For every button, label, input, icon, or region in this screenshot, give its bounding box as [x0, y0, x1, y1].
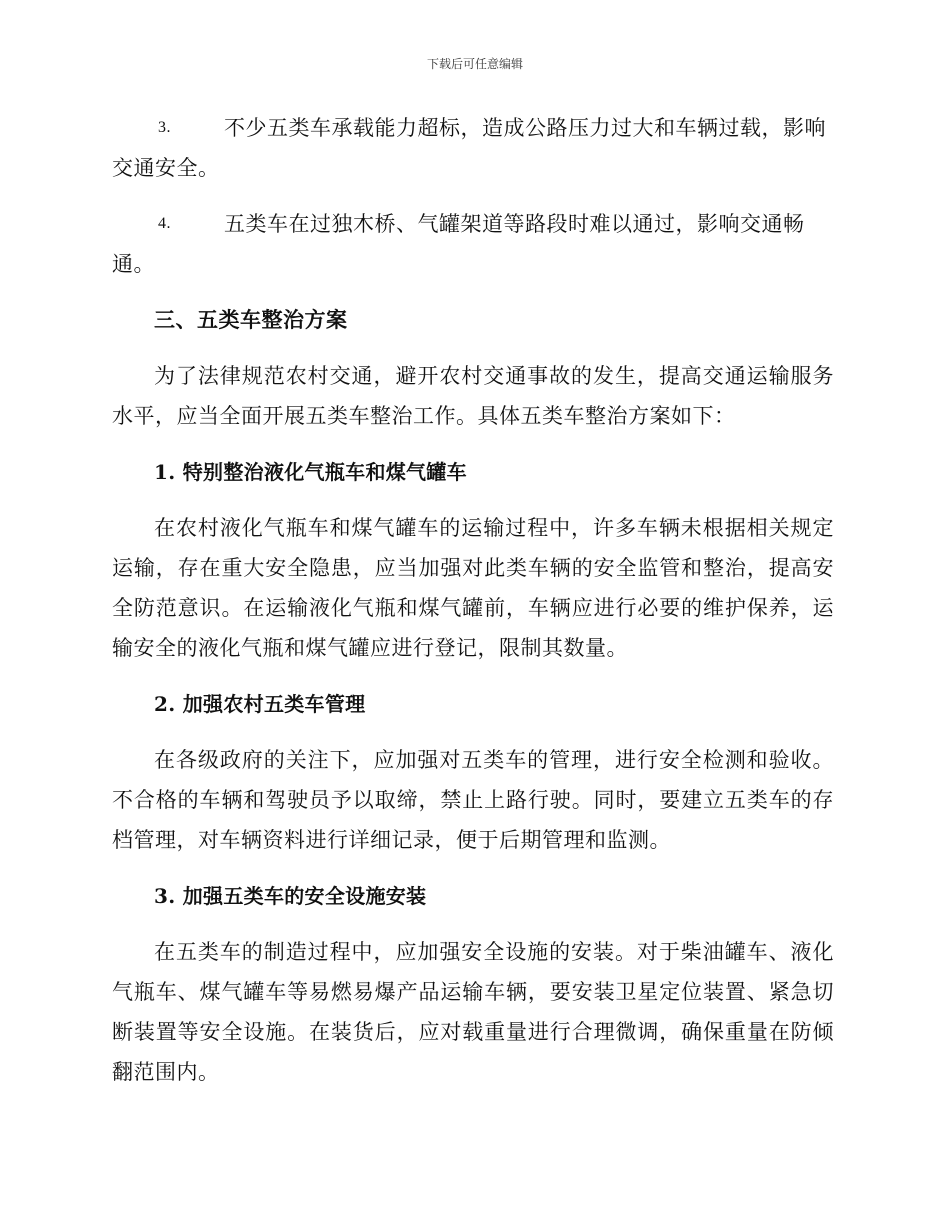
subheading-1: 1. 特别整治液化气瓶车和煤气罐车 — [154, 460, 467, 484]
list-text-3: 不少五类车承载能力超标，造成公路压力过大和车辆过载，影响交通安全。 — [112, 116, 826, 180]
page-header: 下载后可任意编辑 — [426, 57, 523, 71]
section-heading-3: 三、五类车整治方案 — [154, 307, 348, 332]
subheading-2: 2. 加强农村五类车管理 — [154, 692, 366, 716]
paragraph-1: 在农村液化气瓶车和煤气罐车的运输过程中，许多车辆未根据相关规定运输，存在重大安全隐患，应当加强对此类车辆的安全监管和整治，提高安全防范意识。在运输液化气瓶和煤气罐前，车辆应进行必要的维护保养，运输安全的液化气瓶和煤气罐应进行登记，限制其数量。 — [112, 516, 834, 660]
subheading-3: 3. 加强五类车的安全设施安装 — [154, 884, 427, 908]
paragraph-2: 在各级政府的关注下，应加强对五类车的管理，进行安全检测和验收。不合格的车辆和驾驶员予以取缔，禁止上路行驶。同时，要建立五类车的存档管理，对车辆资料进行详细记录，便于后期管理和监测。 — [112, 748, 834, 852]
intro-paragraph: 为了法律规范农村交通，避开农村交通事故的发生，提高交通运输服务水平，应当全面开展五类车整治工作。具体五类车整治方案如下： — [112, 364, 834, 428]
list-item-3 — [112, 108, 834, 188]
list-number-4: 4. — [158, 215, 171, 232]
paragraph-3: 在五类车的制造过程中，应加强安全设施的安装。对于柴油罐车、液化气瓶车、煤气罐车等易燃易爆产品运输车辆，要安装卫星定位装置、紧急切断装置等安全设施。在装货后，应对载重量进行合理微调，确保重量在防倾翻范围内。 — [112, 940, 834, 1084]
list-item-4 — [112, 204, 834, 284]
list-text-4: 五类车在过独木桥、气罐架道等路段时难以通过，影响交通畅通。 — [112, 212, 805, 276]
list-number-3: 3. — [158, 119, 171, 136]
document-body — [112, 108, 834, 1108]
